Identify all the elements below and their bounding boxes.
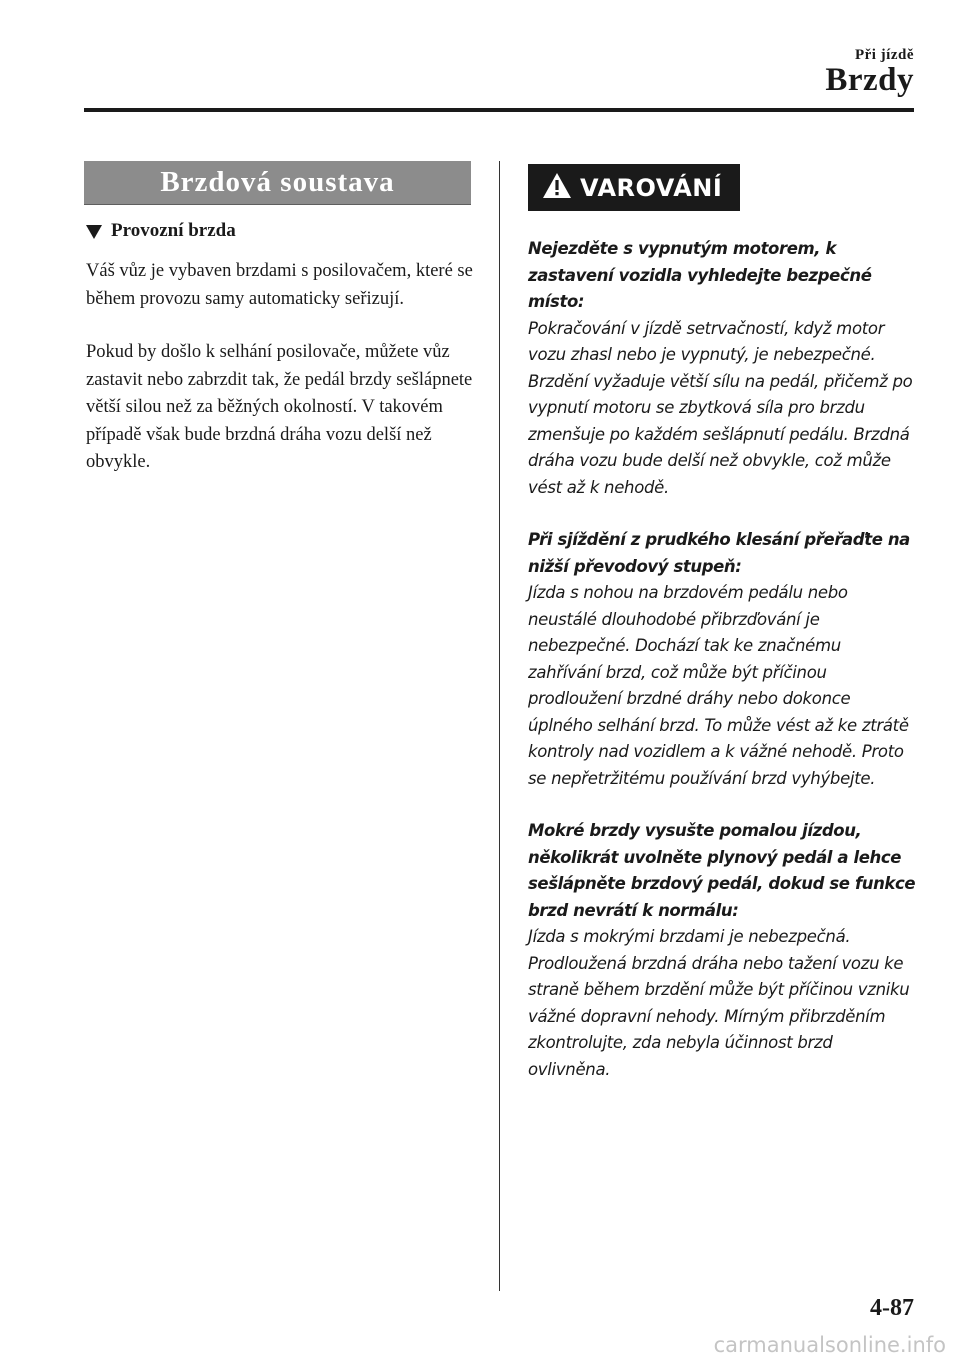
header-rule: [84, 108, 914, 112]
subheading-label: Provozní brzda: [111, 220, 236, 241]
warning-heading: Nejezděte s vypnutým motorem, k zastavení vozidla vyhledejte bezpečné místo:: [528, 239, 872, 311]
page-title: Brzdy: [825, 62, 914, 98]
triangle-bullet-icon: [86, 225, 102, 239]
section-banner: [84, 161, 471, 205]
warning-triangle-icon: [542, 172, 572, 204]
warning-heading: Při sjíždění z prudkého klesání přeřaďte na nižší převodový stupeň:: [528, 530, 910, 576]
watermark: carmanualsonline.info: [713, 1333, 946, 1357]
body-paragraph: Váš vůz je vybaven brzdami s posilovačem, které se během provozu samy automaticky seřizují.: [86, 261, 473, 309]
warning-block: [528, 527, 918, 792]
section-banner-label: Brzdová soustava: [160, 166, 395, 198]
warning-body: Pokračování v jízdě setrvačností, když motor vozu zhasl nebo je vypnutý, je nebezpečné. Brzdění vyžaduje větší sílu na pedál, přičemž po vypnutí motoru se zbytková síla pro brzdu zmenšuje po každém sešlápnutí pedálu. Brzdná dráha vozu bude delší než obvykle, což může vést až k nehodě.: [528, 318, 913, 497]
chapter-label: Při jízdě: [854, 47, 914, 63]
warning-body: Jízda s nohou na brzdovém pedálu nebo neustálé dlouhodobé přibrzďování je nebezpečné. Dochází tak ke značnému zahřívání brzd, což může být příčinou prodloužení brzdné dráhy nebo dokonce úplného selhání brzd. To může vést až ke ztrátě kontroly nad vozidlem a k vážné nehodě. Proto se nepřetržitému používání brzd vyhýbejte.: [528, 583, 909, 788]
warning-label: VAROVÁNÍ: [580, 173, 723, 202]
subheading: [86, 220, 236, 242]
warning-column: [528, 236, 918, 1109]
page-number: 4-87: [870, 1295, 914, 1321]
warning-body: Jízda s mokrými brzdami je nebezpečná. Prodloužená brzdná dráha nebo tažení vozu ke straně během brzdění může být příčinou vzniku vážné dopravní nehody. Mírným přibrzděním zkontrolujte, zda nebyla účinnost brzd ovlivněna.: [528, 927, 910, 1079]
body-paragraph: Pokud by došlo k selhání posilovače, můžete vůz zastavit nebo zabrzdit tak, že pedál brzdy sešlápnete větší silou než za běžných okolností. V takovém případě však bude brzdná dráha vozu delší než obvykle.: [86, 342, 473, 472]
warning-badge: [528, 164, 740, 211]
warning-heading: Mokré brzdy vysušte pomalou jízdou, několikrát uvolněte plynový pedál a lehce sešlápněte brzdový pedál, dokud se funkce brzd nevrátí k normálu:: [528, 821, 916, 920]
column-divider: [499, 161, 500, 1291]
warning-block: [528, 236, 918, 501]
warning-block: [528, 818, 918, 1083]
left-column: [86, 258, 476, 503]
